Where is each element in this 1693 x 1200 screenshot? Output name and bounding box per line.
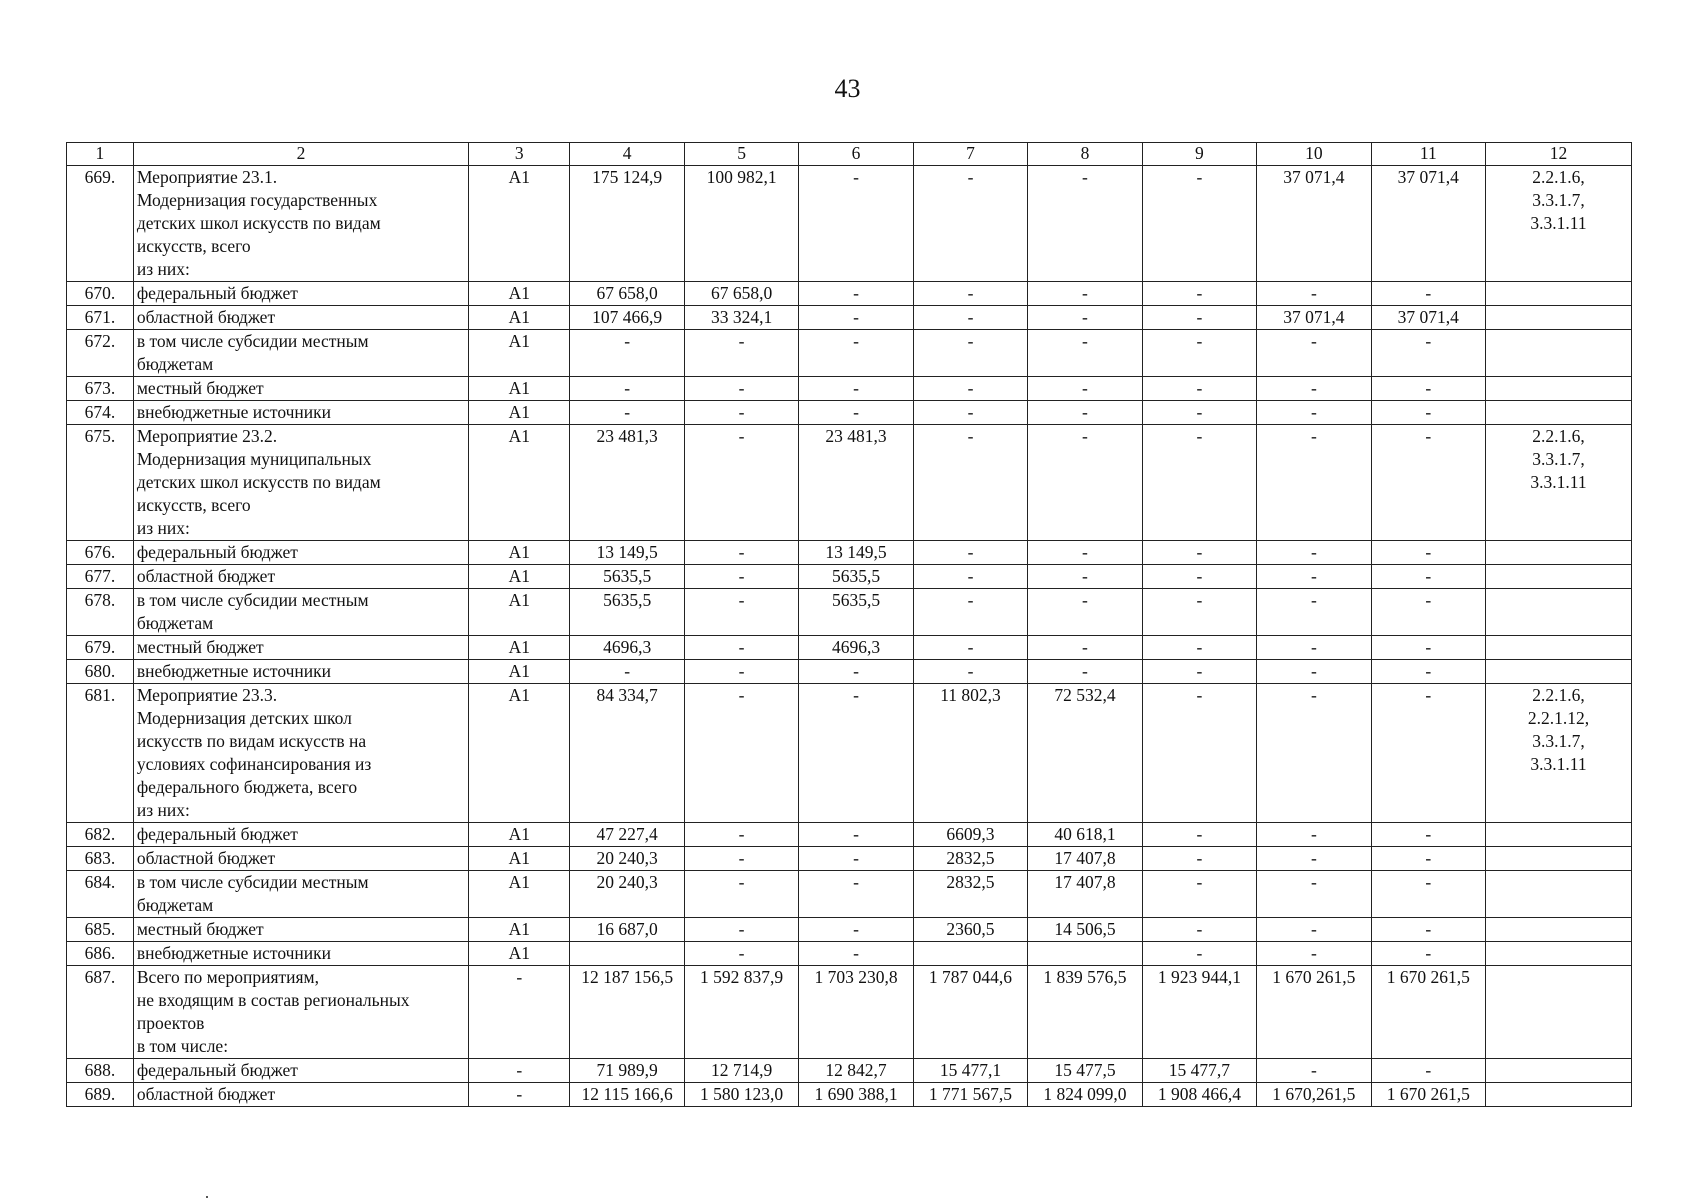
table-header-row: [67, 143, 1632, 166]
header-cell: 7: [913, 143, 1027, 166]
row-code-cell: А1: [469, 565, 570, 589]
value-cell: -: [684, 330, 798, 377]
value-cell: 15 477,1: [913, 1059, 1027, 1083]
value-cell: -: [799, 401, 913, 425]
value-cell: -: [684, 636, 798, 660]
reference-cell: [1486, 541, 1632, 565]
value-cell: -: [1142, 942, 1256, 966]
row-number-cell: 673.: [67, 377, 134, 401]
value-cell: -: [1257, 823, 1371, 847]
value-cell: [913, 942, 1027, 966]
value-cell: -: [1142, 660, 1256, 684]
value-cell: 84 334,7: [570, 684, 684, 823]
header-cell: 11: [1371, 143, 1485, 166]
value-cell: 15 477,7: [1142, 1059, 1256, 1083]
row-name-cell: внебюджетные источники: [133, 401, 468, 425]
reference-cell: [1486, 871, 1632, 918]
value-cell: -: [1371, 425, 1485, 541]
table-row: [67, 589, 1632, 636]
row-code-cell: -: [469, 1083, 570, 1107]
value-cell: -: [684, 589, 798, 636]
value-cell: -: [1142, 401, 1256, 425]
row-name-cell: федеральный бюджет: [133, 1059, 468, 1083]
value-cell: -: [913, 166, 1027, 282]
value-cell: 1 908 466,4: [1142, 1083, 1256, 1107]
value-cell: -: [1028, 660, 1142, 684]
value-cell: -: [1028, 377, 1142, 401]
budget-table: [66, 142, 1632, 1107]
value-cell: -: [1028, 306, 1142, 330]
value-cell: 12 187 156,5: [570, 966, 684, 1059]
row-number-cell: 680.: [67, 660, 134, 684]
row-code-cell: А1: [469, 589, 570, 636]
value-cell: 16 687,0: [570, 918, 684, 942]
value-cell: -: [1028, 565, 1142, 589]
value-cell: -: [799, 660, 913, 684]
table-row: [67, 918, 1632, 942]
row-number-cell: 669.: [67, 166, 134, 282]
value-cell: 12 115 166,6: [570, 1083, 684, 1107]
value-cell: 12 714,9: [684, 1059, 798, 1083]
row-number-cell: 689.: [67, 1083, 134, 1107]
scan-speck: [206, 1196, 208, 1198]
value-cell: 5635,5: [570, 589, 684, 636]
table-row: [67, 306, 1632, 330]
value-cell: -: [684, 425, 798, 541]
value-cell: -: [1371, 1059, 1485, 1083]
row-number-cell: 679.: [67, 636, 134, 660]
row-code-cell: А1: [469, 425, 570, 541]
value-cell: -: [1257, 565, 1371, 589]
value-cell: -: [684, 377, 798, 401]
row-number-cell: 684.: [67, 871, 134, 918]
header-cell: 2: [133, 143, 468, 166]
value-cell: 1 670 261,5: [1371, 1083, 1485, 1107]
value-cell: -: [1142, 918, 1256, 942]
value-cell: -: [1371, 684, 1485, 823]
row-name-cell: Мероприятие 23.3. Модернизация детских школ искусств по видам искусств на условиях софинансирования из федерального бюджета, всего из них:: [133, 684, 468, 823]
value-cell: 1 824 099,0: [1028, 1083, 1142, 1107]
reference-cell: [1486, 1083, 1632, 1107]
value-cell: -: [1142, 377, 1256, 401]
value-cell: -: [1257, 425, 1371, 541]
value-cell: -: [799, 942, 913, 966]
value-cell: 13 149,5: [570, 541, 684, 565]
value-cell: 20 240,3: [570, 871, 684, 918]
value-cell: 71 989,9: [570, 1059, 684, 1083]
reference-cell: [1486, 918, 1632, 942]
value-cell: [570, 942, 684, 966]
reference-cell: 2.2.1.6, 2.2.1.12, 3.3.1.7, 3.3.1.11: [1486, 684, 1632, 823]
row-name-cell: областной бюджет: [133, 565, 468, 589]
value-cell: -: [1142, 330, 1256, 377]
value-cell: -: [570, 401, 684, 425]
value-cell: -: [799, 166, 913, 282]
table-row: [67, 330, 1632, 377]
value-cell: -: [684, 684, 798, 823]
value-cell: -: [1257, 942, 1371, 966]
row-code-cell: А1: [469, 918, 570, 942]
row-number-cell: 676.: [67, 541, 134, 565]
row-code-cell: А1: [469, 306, 570, 330]
value-cell: -: [684, 541, 798, 565]
row-code-cell: А1: [469, 823, 570, 847]
value-cell: -: [1257, 541, 1371, 565]
table-row: [67, 871, 1632, 918]
value-cell: -: [913, 660, 1027, 684]
row-name-cell: внебюджетные источники: [133, 942, 468, 966]
value-cell: 13 149,5: [799, 541, 913, 565]
reference-cell: [1486, 565, 1632, 589]
value-cell: 37 071,4: [1257, 306, 1371, 330]
value-cell: 15 477,5: [1028, 1059, 1142, 1083]
value-cell: -: [1028, 166, 1142, 282]
value-cell: 72 532,4: [1028, 684, 1142, 823]
value-cell: -: [799, 871, 913, 918]
value-cell: -: [1028, 282, 1142, 306]
value-cell: -: [1371, 565, 1485, 589]
row-number-cell: 685.: [67, 918, 134, 942]
value-cell: -: [913, 306, 1027, 330]
value-cell: -: [1142, 847, 1256, 871]
value-cell: 20 240,3: [570, 847, 684, 871]
value-cell: 5635,5: [799, 589, 913, 636]
value-cell: 23 481,3: [799, 425, 913, 541]
value-cell: 4696,3: [570, 636, 684, 660]
value-cell: -: [1142, 823, 1256, 847]
value-cell: -: [1257, 282, 1371, 306]
value-cell: -: [1142, 282, 1256, 306]
reference-cell: [1486, 282, 1632, 306]
table-row: [67, 823, 1632, 847]
value-cell: -: [684, 847, 798, 871]
value-cell: -: [1257, 918, 1371, 942]
table-row: [67, 847, 1632, 871]
value-cell: 17 407,8: [1028, 847, 1142, 871]
row-code-cell: А1: [469, 166, 570, 282]
row-code-cell: А1: [469, 660, 570, 684]
reference-cell: [1486, 330, 1632, 377]
row-code-cell: А1: [469, 541, 570, 565]
value-cell: 2360,5: [913, 918, 1027, 942]
row-name-cell: федеральный бюджет: [133, 541, 468, 565]
value-cell: -: [1371, 377, 1485, 401]
value-cell: 1 592 837,9: [684, 966, 798, 1059]
row-number-cell: 674.: [67, 401, 134, 425]
row-code-cell: -: [469, 1059, 570, 1083]
value-cell: -: [913, 282, 1027, 306]
reference-cell: [1486, 966, 1632, 1059]
row-name-cell: федеральный бюджет: [133, 282, 468, 306]
value-cell: -: [684, 823, 798, 847]
value-cell: 40 618,1: [1028, 823, 1142, 847]
value-cell: 1 923 944,1: [1142, 966, 1256, 1059]
value-cell: 14 506,5: [1028, 918, 1142, 942]
table-row: [67, 282, 1632, 306]
value-cell: -: [1028, 541, 1142, 565]
value-cell: 1 771 567,5: [913, 1083, 1027, 1107]
header-cell: 12: [1486, 143, 1632, 166]
row-name-cell: в том числе субсидии местным бюджетам: [133, 589, 468, 636]
header-cell: 8: [1028, 143, 1142, 166]
reference-cell: [1486, 636, 1632, 660]
value-cell: -: [1142, 871, 1256, 918]
table-row: [67, 1059, 1632, 1083]
row-name-cell: местный бюджет: [133, 918, 468, 942]
value-cell: 11 802,3: [913, 684, 1027, 823]
value-cell: 1 580 123,0: [684, 1083, 798, 1107]
reference-cell: [1486, 1059, 1632, 1083]
row-code-cell: А1: [469, 330, 570, 377]
value-cell: -: [1257, 589, 1371, 636]
reference-cell: [1486, 660, 1632, 684]
row-number-cell: 670.: [67, 282, 134, 306]
row-number-cell: 683.: [67, 847, 134, 871]
row-number-cell: 682.: [67, 823, 134, 847]
table-row: [67, 684, 1632, 823]
value-cell: -: [1371, 871, 1485, 918]
value-cell: -: [1371, 636, 1485, 660]
value-cell: -: [1371, 330, 1485, 377]
value-cell: 33 324,1: [684, 306, 798, 330]
value-cell: -: [799, 823, 913, 847]
table-row: [67, 660, 1632, 684]
value-cell: -: [1257, 684, 1371, 823]
value-cell: 37 071,4: [1257, 166, 1371, 282]
value-cell: 37 071,4: [1371, 166, 1485, 282]
row-code-cell: А1: [469, 377, 570, 401]
header-cell: 4: [570, 143, 684, 166]
row-code-cell: А1: [469, 401, 570, 425]
row-name-cell: Мероприятие 23.2. Модернизация муниципальных детских школ искусств по видам искусств, всего из них:: [133, 425, 468, 541]
value-cell: 1 670,261,5: [1257, 1083, 1371, 1107]
value-cell: -: [913, 636, 1027, 660]
value-cell: -: [1257, 636, 1371, 660]
row-number-cell: 677.: [67, 565, 134, 589]
value-cell: 17 407,8: [1028, 871, 1142, 918]
value-cell: -: [1142, 306, 1256, 330]
reference-cell: [1486, 942, 1632, 966]
value-cell: -: [1371, 823, 1485, 847]
reference-cell: 2.2.1.6, 3.3.1.7, 3.3.1.11: [1486, 425, 1632, 541]
value-cell: 1 839 576,5: [1028, 966, 1142, 1059]
header-cell: 3: [469, 143, 570, 166]
value-cell: -: [799, 684, 913, 823]
table-row: [67, 401, 1632, 425]
value-cell: -: [1028, 425, 1142, 541]
row-name-cell: Всего по мероприятиям, не входящим в состав региональных проектов в том числе:: [133, 966, 468, 1059]
value-cell: -: [1371, 401, 1485, 425]
value-cell: -: [1371, 942, 1485, 966]
value-cell: -: [1257, 330, 1371, 377]
row-number-cell: 675.: [67, 425, 134, 541]
table-row: [67, 636, 1632, 660]
table-row: [67, 377, 1632, 401]
value-cell: 107 466,9: [570, 306, 684, 330]
value-cell: -: [913, 377, 1027, 401]
row-code-cell: А1: [469, 282, 570, 306]
table-row: [67, 541, 1632, 565]
value-cell: -: [1028, 401, 1142, 425]
value-cell: -: [1142, 636, 1256, 660]
value-cell: -: [1371, 847, 1485, 871]
table-row: [67, 966, 1632, 1059]
value-cell: -: [799, 918, 913, 942]
value-cell: -: [684, 401, 798, 425]
value-cell: -: [913, 565, 1027, 589]
value-cell: -: [1142, 425, 1256, 541]
value-cell: -: [1257, 847, 1371, 871]
row-name-cell: областной бюджет: [133, 306, 468, 330]
row-number-cell: 681.: [67, 684, 134, 823]
value-cell: -: [570, 660, 684, 684]
value-cell: 5635,5: [799, 565, 913, 589]
value-cell: 67 658,0: [684, 282, 798, 306]
value-cell: 1 670 261,5: [1257, 966, 1371, 1059]
row-name-cell: внебюджетные источники: [133, 660, 468, 684]
row-name-cell: местный бюджет: [133, 377, 468, 401]
value-cell: -: [1142, 589, 1256, 636]
value-cell: 2832,5: [913, 847, 1027, 871]
value-cell: -: [1142, 166, 1256, 282]
row-number-cell: 671.: [67, 306, 134, 330]
value-cell: -: [1257, 377, 1371, 401]
value-cell: -: [799, 330, 913, 377]
row-code-cell: А1: [469, 684, 570, 823]
value-cell: -: [913, 425, 1027, 541]
reference-cell: [1486, 401, 1632, 425]
value-cell: 175 124,9: [570, 166, 684, 282]
row-name-cell: в том числе субсидии местным бюджетам: [133, 330, 468, 377]
value-cell: -: [913, 330, 1027, 377]
value-cell: -: [684, 660, 798, 684]
value-cell: -: [913, 589, 1027, 636]
value-cell: -: [1371, 918, 1485, 942]
value-cell: -: [1142, 684, 1256, 823]
header-cell: 1: [67, 143, 134, 166]
value-cell: 2832,5: [913, 871, 1027, 918]
row-number-cell: 672.: [67, 330, 134, 377]
value-cell: -: [1257, 401, 1371, 425]
reference-cell: [1486, 847, 1632, 871]
value-cell: -: [799, 847, 913, 871]
row-name-cell: областной бюджет: [133, 847, 468, 871]
page-number: 43: [834, 74, 861, 103]
row-code-cell: -: [469, 966, 570, 1059]
value-cell: -: [1371, 541, 1485, 565]
header-cell: 9: [1142, 143, 1256, 166]
header-cell: 6: [799, 143, 913, 166]
value-cell: -: [1028, 589, 1142, 636]
row-code-cell: А1: [469, 942, 570, 966]
value-cell: -: [1142, 541, 1256, 565]
table-row: [67, 565, 1632, 589]
value-cell: 100 982,1: [684, 166, 798, 282]
row-name-cell: федеральный бюджет: [133, 823, 468, 847]
table-row: [67, 166, 1632, 282]
value-cell: -: [799, 377, 913, 401]
header-cell: 10: [1257, 143, 1371, 166]
value-cell: [1028, 942, 1142, 966]
value-cell: 5635,5: [570, 565, 684, 589]
value-cell: 1 703 230,8: [799, 966, 913, 1059]
row-number-cell: 686.: [67, 942, 134, 966]
table-row: [67, 425, 1632, 541]
value-cell: -: [1257, 871, 1371, 918]
value-cell: -: [684, 918, 798, 942]
header-cell: 5: [684, 143, 798, 166]
value-cell: 6609,3: [913, 823, 1027, 847]
value-cell: -: [570, 377, 684, 401]
value-cell: 4696,3: [799, 636, 913, 660]
value-cell: -: [570, 330, 684, 377]
value-cell: -: [1371, 660, 1485, 684]
value-cell: -: [1371, 589, 1485, 636]
reference-cell: [1486, 306, 1632, 330]
value-cell: -: [684, 871, 798, 918]
reference-cell: 2.2.1.6, 3.3.1.7, 3.3.1.11: [1486, 166, 1632, 282]
value-cell: 1 690 388,1: [799, 1083, 913, 1107]
value-cell: -: [1028, 636, 1142, 660]
reference-cell: [1486, 377, 1632, 401]
value-cell: -: [913, 541, 1027, 565]
value-cell: 67 658,0: [570, 282, 684, 306]
value-cell: 1 787 044,6: [913, 966, 1027, 1059]
row-name-cell: местный бюджет: [133, 636, 468, 660]
value-cell: -: [1257, 1059, 1371, 1083]
value-cell: -: [799, 282, 913, 306]
row-name-cell: Мероприятие 23.1. Модернизация государственных детских школ искусств по видам искусств, всего из них:: [133, 166, 468, 282]
row-number-cell: 678.: [67, 589, 134, 636]
value-cell: -: [1371, 282, 1485, 306]
value-cell: -: [684, 565, 798, 589]
row-code-cell: А1: [469, 636, 570, 660]
value-cell: -: [1142, 565, 1256, 589]
table-row: [67, 942, 1632, 966]
value-cell: 37 071,4: [1371, 306, 1485, 330]
row-name-cell: областной бюджет: [133, 1083, 468, 1107]
reference-cell: [1486, 589, 1632, 636]
row-code-cell: А1: [469, 847, 570, 871]
value-cell: -: [799, 306, 913, 330]
value-cell: -: [913, 401, 1027, 425]
table-row: [67, 1083, 1632, 1107]
row-number-cell: 688.: [67, 1059, 134, 1083]
value-cell: -: [1028, 330, 1142, 377]
value-cell: -: [1257, 660, 1371, 684]
row-name-cell: в том числе субсидии местным бюджетам: [133, 871, 468, 918]
reference-cell: [1486, 823, 1632, 847]
value-cell: 1 670 261,5: [1371, 966, 1485, 1059]
value-cell: 47 227,4: [570, 823, 684, 847]
value-cell: 12 842,7: [799, 1059, 913, 1083]
value-cell: 23 481,3: [570, 425, 684, 541]
row-code-cell: А1: [469, 871, 570, 918]
row-number-cell: 687.: [67, 966, 134, 1059]
value-cell: -: [684, 942, 798, 966]
